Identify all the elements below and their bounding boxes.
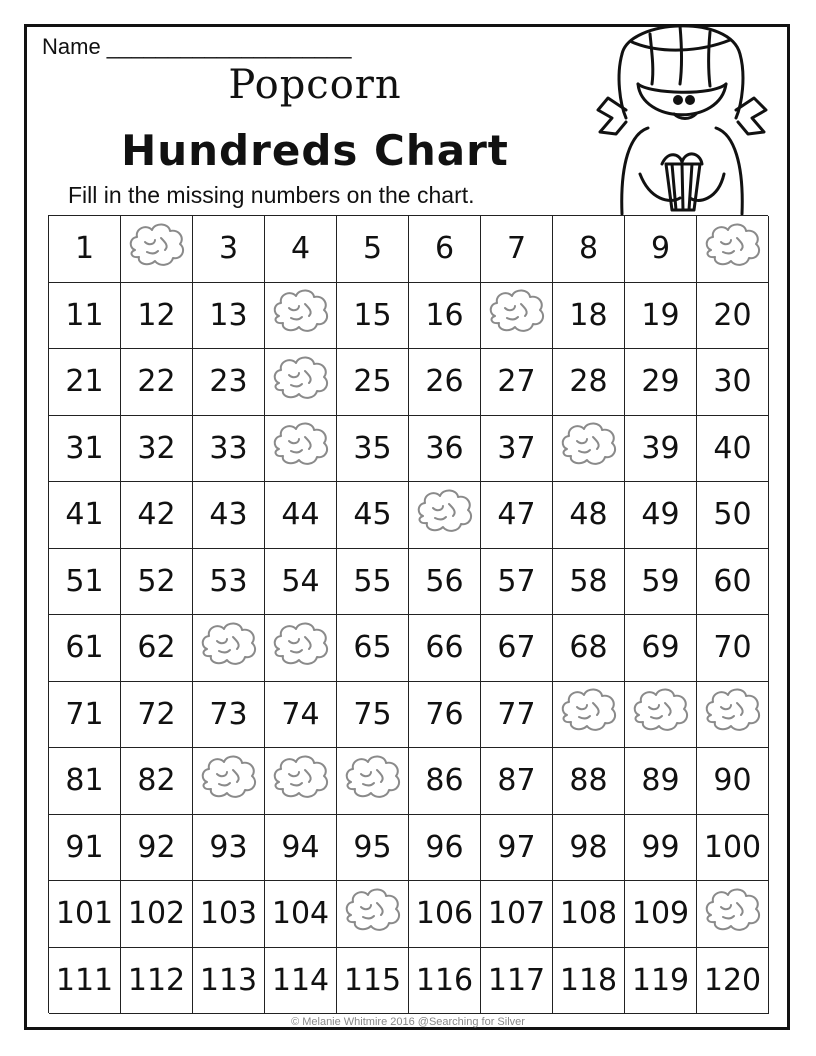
chart-cell[interactable]: 12: [121, 283, 193, 350]
chart-cell-blank[interactable]: [265, 283, 337, 350]
chart-cell[interactable]: 30: [697, 349, 769, 416]
chart-cell[interactable]: 92: [121, 815, 193, 882]
chart-cell[interactable]: 42: [121, 482, 193, 549]
chart-cell[interactable]: 54: [265, 549, 337, 616]
chart-cell[interactable]: 26: [409, 349, 481, 416]
popcorn-icon: [269, 353, 333, 411]
chart-cell-blank[interactable]: [265, 748, 337, 815]
chart-cell[interactable]: 13: [193, 283, 265, 350]
chart-cell[interactable]: 111: [49, 948, 121, 1015]
popcorn-icon: [341, 752, 405, 810]
chart-cell[interactable]: 86: [409, 748, 481, 815]
chart-cell[interactable]: 49: [625, 482, 697, 549]
chart-cell[interactable]: 52: [121, 549, 193, 616]
chart-cell[interactable]: 71: [49, 682, 121, 749]
chart-cell[interactable]: 7: [481, 216, 553, 283]
chart-cell[interactable]: 40: [697, 416, 769, 483]
chart-cell[interactable]: 31: [49, 416, 121, 483]
chart-cell[interactable]: 56: [409, 549, 481, 616]
chart-cell[interactable]: 95: [337, 815, 409, 882]
chart-cell[interactable]: 8: [553, 216, 625, 283]
chart-cell[interactable]: 114: [265, 948, 337, 1015]
chart-cell[interactable]: 106: [409, 881, 481, 948]
chart-cell[interactable]: 58: [553, 549, 625, 616]
popcorn-icon: [269, 619, 333, 677]
popcorn-icon: [197, 619, 261, 677]
chart-cell[interactable]: 119: [625, 948, 697, 1015]
chart-cell[interactable]: 35: [337, 416, 409, 483]
chart-cell[interactable]: 91: [49, 815, 121, 882]
popcorn-icon: [341, 885, 405, 943]
chart-cell[interactable]: 73: [193, 682, 265, 749]
chart-cell[interactable]: 107: [481, 881, 553, 948]
chart-cell[interactable]: 20: [697, 283, 769, 350]
chart-cell-blank[interactable]: [265, 349, 337, 416]
chart-cell[interactable]: 89: [625, 748, 697, 815]
chart-cell[interactable]: 29: [625, 349, 697, 416]
chart-cell[interactable]: 43: [193, 482, 265, 549]
chart-cell[interactable]: 70: [697, 615, 769, 682]
chart-cell[interactable]: 22: [121, 349, 193, 416]
chart-cell-blank[interactable]: [481, 283, 553, 350]
chart-cell[interactable]: 102: [121, 881, 193, 948]
chart-cell-blank[interactable]: [121, 216, 193, 283]
chart-cell[interactable]: 53: [193, 549, 265, 616]
chart-cell[interactable]: 11: [49, 283, 121, 350]
chart-cell[interactable]: 96: [409, 815, 481, 882]
chart-cell[interactable]: 93: [193, 815, 265, 882]
popcorn-icon: [269, 752, 333, 810]
chart-cell[interactable]: 112: [121, 948, 193, 1015]
chart-cell[interactable]: 98: [553, 815, 625, 882]
chart-cell-blank[interactable]: [265, 416, 337, 483]
popcorn-icon: [125, 220, 189, 278]
chart-cell[interactable]: 16: [409, 283, 481, 350]
chart-cell[interactable]: 101: [49, 881, 121, 948]
chart-cell-blank[interactable]: [553, 682, 625, 749]
chart-cell[interactable]: 62: [121, 615, 193, 682]
chart-cell[interactable]: 44: [265, 482, 337, 549]
chart-cell[interactable]: 61: [49, 615, 121, 682]
chart-cell[interactable]: 117: [481, 948, 553, 1015]
chart-cell[interactable]: 120: [697, 948, 769, 1015]
chart-cell[interactable]: 27: [481, 349, 553, 416]
chart-cell[interactable]: 28: [553, 349, 625, 416]
popcorn-icon: [197, 752, 261, 810]
popcorn-icon: [701, 685, 765, 743]
chart-cell[interactable]: 77: [481, 682, 553, 749]
chart-cell[interactable]: 59: [625, 549, 697, 616]
popcorn-icon: [629, 685, 693, 743]
chart-cell-blank[interactable]: [697, 682, 769, 749]
chart-cell[interactable]: 51: [49, 549, 121, 616]
chart-cell[interactable]: 1: [49, 216, 121, 283]
chart-cell[interactable]: 99: [625, 815, 697, 882]
chart-cell-blank[interactable]: [337, 748, 409, 815]
popcorn-icon: [269, 419, 333, 477]
chart-cell[interactable]: 97: [481, 815, 553, 882]
chart-cell-blank[interactable]: [265, 615, 337, 682]
chart-cell[interactable]: 6: [409, 216, 481, 283]
chart-cell[interactable]: 94: [265, 815, 337, 882]
chart-cell[interactable]: 60: [697, 549, 769, 616]
chart-cell[interactable]: 19: [625, 283, 697, 350]
chart-cell[interactable]: 9: [625, 216, 697, 283]
chart-cell[interactable]: 47: [481, 482, 553, 549]
instructions: Fill in the missing numbers on the chart.: [68, 182, 475, 208]
chart-cell[interactable]: 15: [337, 283, 409, 350]
chart-cell[interactable]: 25: [337, 349, 409, 416]
chart-cell[interactable]: 82: [121, 748, 193, 815]
chart-cell[interactable]: 67: [481, 615, 553, 682]
chart-cell[interactable]: 76: [409, 682, 481, 749]
chart-cell[interactable]: 41: [49, 482, 121, 549]
popcorn-icon: [701, 885, 765, 943]
name-field-label[interactable]: Name ____________________: [42, 34, 352, 59]
chart-cell[interactable]: 75: [337, 682, 409, 749]
chart-cell[interactable]: 37: [481, 416, 553, 483]
popcorn-icon: [413, 486, 477, 544]
chart-cell[interactable]: 118: [553, 948, 625, 1015]
chart-cell[interactable]: 109: [625, 881, 697, 948]
chart-cell-blank[interactable]: [697, 216, 769, 283]
popcorn-icon: [557, 685, 621, 743]
chart-cell-blank[interactable]: [193, 748, 265, 815]
popcorn-icon: [269, 286, 333, 344]
chart-cell[interactable]: 69: [625, 615, 697, 682]
chart-cell-blank[interactable]: [193, 615, 265, 682]
chart-cell[interactable]: 74: [265, 682, 337, 749]
chart-cell[interactable]: 116: [409, 948, 481, 1015]
chart-cell[interactable]: 88: [553, 748, 625, 815]
chart-cell-blank[interactable]: [697, 881, 769, 948]
popcorn-icon: [485, 286, 549, 344]
chart-cell[interactable]: 32: [121, 416, 193, 483]
chart-cell[interactable]: 55: [337, 549, 409, 616]
chart-cell[interactable]: 81: [49, 748, 121, 815]
chart-cell[interactable]: 90: [697, 748, 769, 815]
chart-cell[interactable]: 115: [337, 948, 409, 1015]
chart-cell[interactable]: 100: [697, 815, 769, 882]
popcorn-icon: [701, 220, 765, 278]
chart-cell[interactable]: 68: [553, 615, 625, 682]
chart-cell[interactable]: 65: [337, 615, 409, 682]
chart-cell[interactable]: 72: [121, 682, 193, 749]
chart-cell[interactable]: 87: [481, 748, 553, 815]
chart-cell[interactable]: 36: [409, 416, 481, 483]
chart-cell[interactable]: 113: [193, 948, 265, 1015]
chart-cell[interactable]: 48: [553, 482, 625, 549]
chart-cell[interactable]: 57: [481, 549, 553, 616]
chart-cell[interactable]: 23: [193, 349, 265, 416]
chart-cell[interactable]: 39: [625, 416, 697, 483]
chart-cell[interactable]: 45: [337, 482, 409, 549]
chart-cell-blank[interactable]: [409, 482, 481, 549]
girl-with-popcorn-illustration: [590, 14, 774, 218]
chart-cell[interactable]: 50: [697, 482, 769, 549]
chart-cell-blank[interactable]: [625, 682, 697, 749]
chart-cell[interactable]: 104: [265, 881, 337, 948]
chart-cell[interactable]: 103: [193, 881, 265, 948]
copyright-footer: © Melanie Whitmire 2016 @Searching for Silver: [291, 1016, 525, 1028]
chart-cell[interactable]: 108: [553, 881, 625, 948]
chart-cell[interactable]: 21: [49, 349, 121, 416]
chart-cell[interactable]: 33: [193, 416, 265, 483]
chart-cell[interactable]: 4: [265, 216, 337, 283]
chart-cell[interactable]: 3: [193, 216, 265, 283]
hundreds-chart-grid: [48, 215, 768, 1013]
title-hundreds-chart: Hundreds Chart: [121, 126, 509, 175]
chart-cell[interactable]: 5: [337, 216, 409, 283]
popcorn-icon: [557, 419, 621, 477]
chart-cell-blank[interactable]: [553, 416, 625, 483]
chart-cell[interactable]: 18: [553, 283, 625, 350]
chart-cell-blank[interactable]: [337, 881, 409, 948]
chart-cell[interactable]: 66: [409, 615, 481, 682]
title-popcorn: Popcorn: [228, 62, 402, 108]
